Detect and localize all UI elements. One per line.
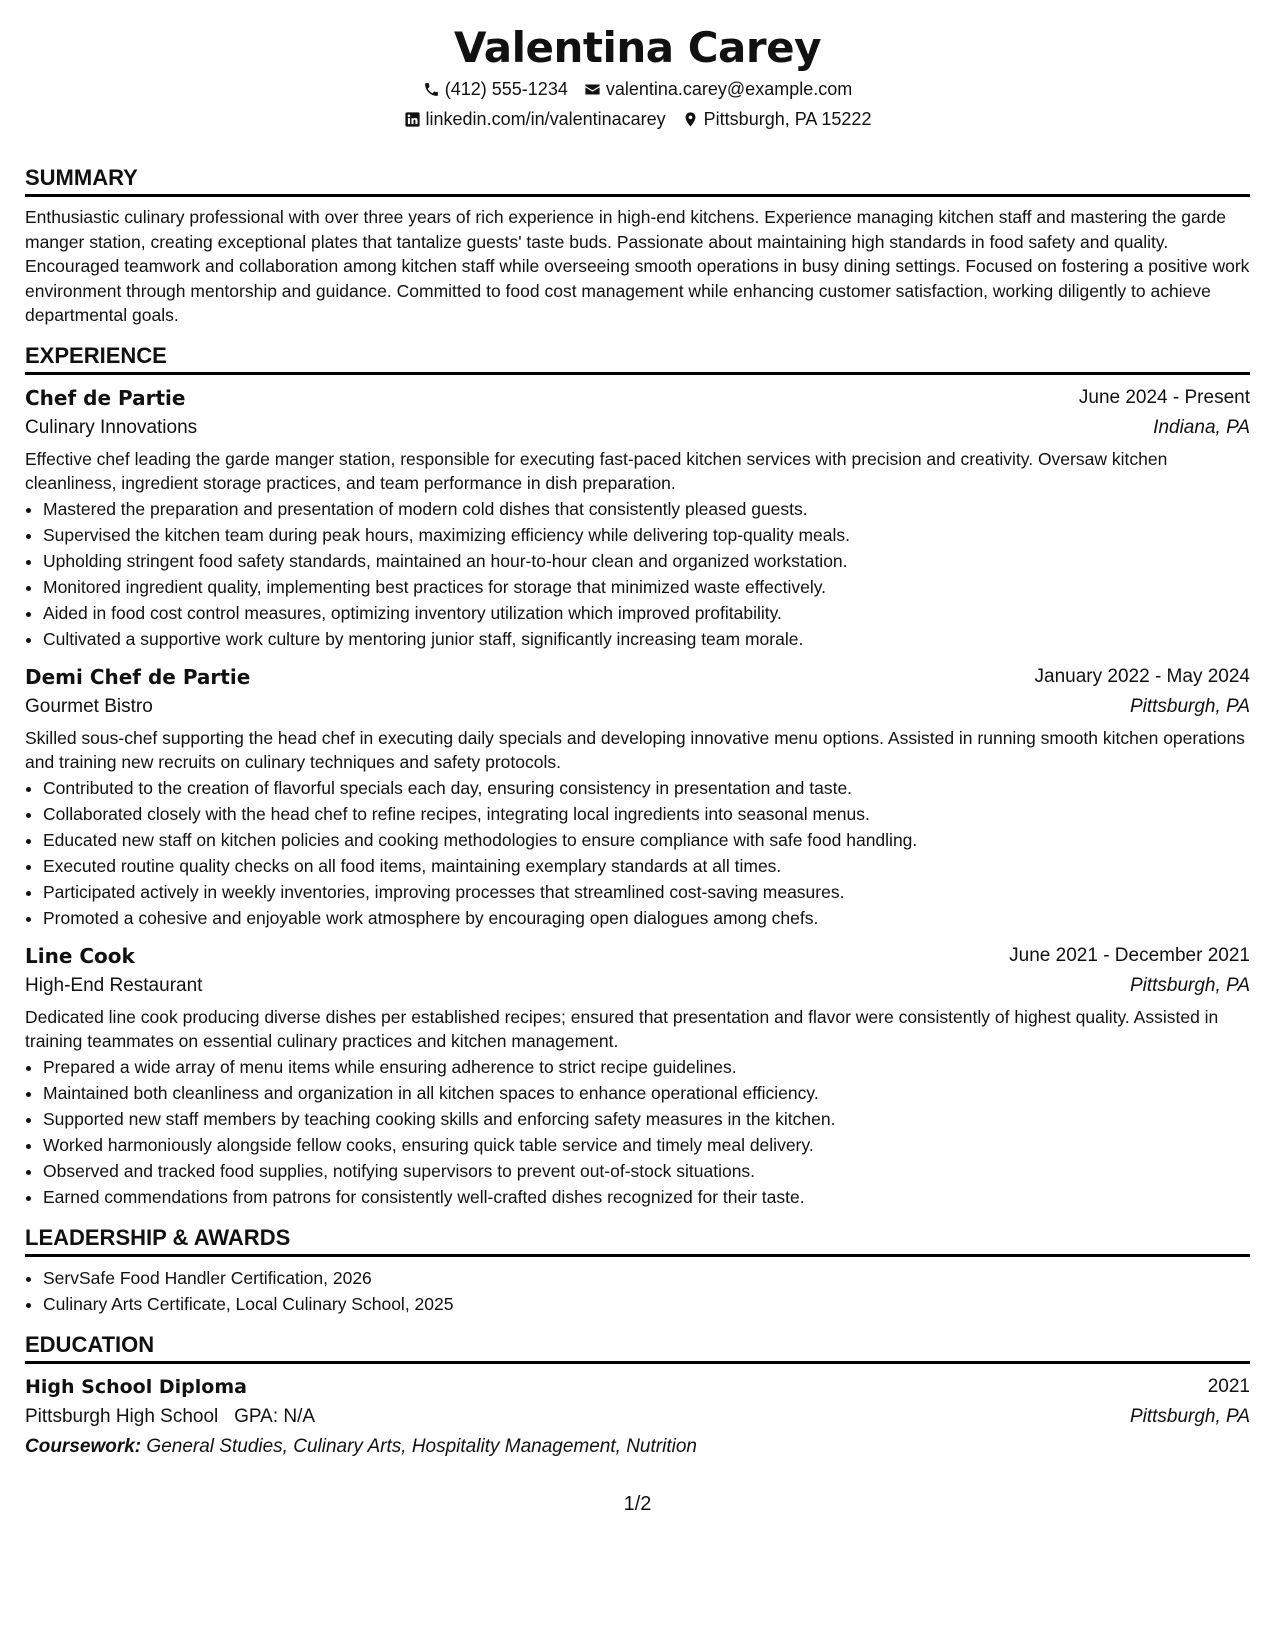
job-title: Demi Chef de Partie <box>25 664 251 689</box>
job-subheader <box>25 413 1250 443</box>
job-header <box>25 383 1250 413</box>
education-location: Pittsburgh, PA <box>1129 1405 1250 1427</box>
leadership-title: LEADERSHIP & AWARDS <box>25 1224 1250 1257</box>
job-bullets <box>25 1054 1250 1210</box>
job-subheader <box>25 971 1250 1001</box>
leadership-list <box>25 1265 1250 1317</box>
email-contact[interactable] <box>584 74 852 104</box>
job-description: Dedicated line cook producing diverse dishes per established recipes; ensured that presentation and flavor were consistently of highest quality. Assisted in training teammates on essential culinary practices and kitchen management. <box>25 1006 1219 1051</box>
linkedin-icon <box>404 111 421 128</box>
job-entry <box>25 662 1250 931</box>
location-text: Pittsburgh, PA 15222 <box>703 109 872 129</box>
list-item: • Promoted a cohesive and enjoyable work atmosphere by encouraging open dialogues among chefs. <box>43 905 1250 931</box>
job-header <box>25 941 1250 971</box>
linkedin-text[interactable]: linkedin.com/in/valentinacarey <box>425 109 666 129</box>
list-item: • Maintained both cleanliness and organization in all kitchen spaces to enhance operational efficiency. <box>43 1080 1250 1106</box>
location-contact <box>682 104 872 134</box>
job-dates: June 2024 - Present <box>1078 386 1250 408</box>
list-item: • ServSafe Food Handler Certification, 2026 <box>43 1265 1250 1291</box>
gpa-text: GPA: N/A <box>234 1405 316 1427</box>
list-item: • Upholding stringent food safety standards, maintained an hour-to-hour clean and organized workstation. <box>43 548 1250 574</box>
degree-title: High School Diploma <box>25 1375 247 1398</box>
job-header <box>25 662 1250 692</box>
job-entry <box>25 941 1250 1210</box>
list-item: • Monitored ingredient quality, implementing best practices for storage that minimized waste effectively. <box>43 574 1250 600</box>
phone-contact <box>423 74 568 104</box>
job-description: Skilled sous-chef supporting the head chef in executing daily specials and developing innovative menu options. Assisted in running smooth kitchen operations and training new recruits on culinary techniques and safety protocols. <box>25 727 1245 772</box>
job-location: Indiana, PA <box>1153 416 1250 438</box>
job-dates: June 2021 - December 2021 <box>1009 944 1250 966</box>
list-item: • Observed and tracked food supplies, notifying supervisors to prevent out-of-stock situations. <box>43 1158 1250 1184</box>
map-pin-icon <box>682 111 699 128</box>
summary-section <box>25 164 1250 328</box>
job-company: Gourmet Bistro <box>25 695 153 717</box>
school-line <box>25 1402 315 1432</box>
job-bullets <box>25 775 1250 931</box>
phone-text: (412) 555-1234 <box>444 79 568 99</box>
job-company: High-End Restaurant <box>25 974 203 996</box>
summary-title: SUMMARY <box>25 164 1250 197</box>
coursework-text: General Studies, Culinary Arts, Hospitality Management, Nutrition <box>146 1435 697 1457</box>
email-text[interactable]: valentina.carey@example.com <box>605 79 853 99</box>
phone-icon <box>423 81 440 98</box>
list-item: • Culinary Arts Certificate, Local Culinary School, 2025 <box>43 1291 1250 1317</box>
summary-text: Enthusiastic culinary professional with over three years of rich experience in high-end kitchens. Experience managing kitchen staff and mastering the garde manger station, creating exceptional plates that tantalize guests' taste buds. Passionate about maintaining high standards in food safety and quality. Encouraged teamwork and collaboration among kitchen staff while overseeing smooth operations in busy dining settings. Focused on fostering a positive work environment through mentorship and guidance. Committed to food cost management while enhancing customer satisfaction, working diligently to achieve departmental goals. <box>25 207 1250 325</box>
leadership-section <box>25 1224 1250 1317</box>
education-section <box>25 1331 1250 1462</box>
envelope-icon <box>584 81 601 98</box>
coursework-line <box>25 1432 1250 1462</box>
job-entry <box>25 383 1250 652</box>
candidate-name: Valentina Carey <box>454 23 821 72</box>
coursework-label: Coursework: <box>25 1435 142 1457</box>
list-item: • Executed routine quality checks on all food items, maintaining exemplary standards at all times. <box>43 853 1250 879</box>
page-number: 1/2 <box>623 1493 652 1515</box>
education-title: EDUCATION <box>25 1331 1250 1364</box>
list-item: • Prepared a wide array of menu items while ensuring adherence to strict recipe guidelines. <box>43 1054 1250 1080</box>
contact-row-1 <box>25 74 1250 104</box>
job-bullets <box>25 496 1250 652</box>
job-title: Chef de Partie <box>25 385 186 410</box>
list-item: • Aided in food cost control measures, optimizing inventory utilization which improved profitability. <box>43 600 1250 626</box>
list-item: • Worked harmoniously alongside fellow cooks, ensuring quick table service and timely meal delivery. <box>43 1132 1250 1158</box>
contact-row-2 <box>25 104 1250 134</box>
experience-title: EXPERIENCE <box>25 342 1250 375</box>
education-year: 2021 <box>1207 1375 1250 1397</box>
job-subheader <box>25 692 1250 722</box>
experience-section <box>25 342 1250 1210</box>
job-company: Culinary Innovations <box>25 416 198 438</box>
job-location: Pittsburgh, PA <box>1129 695 1250 717</box>
school-name: Pittsburgh High School <box>25 1405 219 1427</box>
list-item: • Contributed to the creation of flavorful specials each day, ensuring consistency in presentation and taste. <box>43 775 1250 801</box>
list-item: • Participated actively in weekly inventories, improving processes that streamlined cost-saving measures. <box>43 879 1250 905</box>
job-description: Effective chef leading the garde manger station, responsible for executing fast-paced kitchen services with precision and creativity. Oversaw kitchen cleanliness, ingredient storage practices, and team performance in dish preparation. <box>25 448 1168 493</box>
job-title: Line Cook <box>25 943 135 968</box>
list-item: • Collaborated closely with the head chef to refine recipes, integrating local ingredients into seasonal menus. <box>43 801 1250 827</box>
education-subheader <box>25 1402 1250 1432</box>
list-item: • Mastered the preparation and presentation of modern cold dishes that consistently pleased guests. <box>43 496 1250 522</box>
list-item: • Supported new staff members by teaching cooking skills and enforcing safety measures in the kitchen. <box>43 1106 1250 1132</box>
job-dates: January 2022 - May 2024 <box>1034 665 1250 687</box>
job-location: Pittsburgh, PA <box>1129 974 1250 996</box>
list-item: • Cultivated a supportive work culture by mentoring junior staff, significantly increasing team morale. <box>43 626 1250 652</box>
list-item: • Educated new staff on kitchen policies and cooking methodologies to ensure compliance with safe food handling. <box>43 827 1250 853</box>
education-header <box>25 1372 1250 1402</box>
list-item: • Supervised the kitchen team during peak hours, maximizing efficiency while delivering top-quality meals. <box>43 522 1250 548</box>
linkedin-contact[interactable] <box>404 104 666 134</box>
resume-page <box>25 0 1250 1462</box>
list-item: • Earned commendations from patrons for consistently well-crafted dishes recognized for their taste. <box>43 1184 1250 1210</box>
